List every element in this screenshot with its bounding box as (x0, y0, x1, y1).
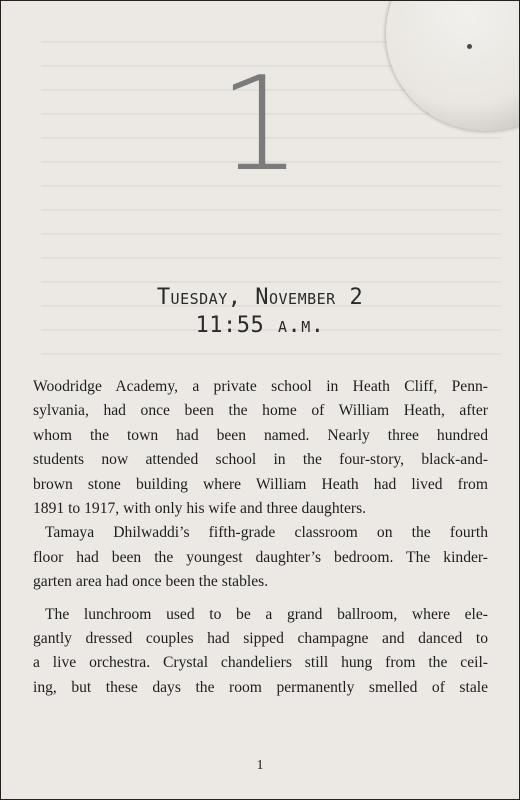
text-line: a live orchestra. Crystal chandeliers still hung from the ceil- (33, 654, 488, 672)
text-line: whom the town had been named. Nearly three hundred (33, 426, 488, 444)
text-line: ing, but these days the room permanently smelled of stale (33, 678, 488, 696)
paragraph (33, 521, 488, 594)
paragraph (33, 603, 488, 701)
body-text (33, 375, 488, 700)
text-line: brown stone building where William Heath had lived from (33, 475, 488, 493)
chapter-time: 11:55 a.m. (195, 313, 325, 338)
text-line: garten area had once been the stables. (33, 573, 269, 591)
text-line: Tamaya Dhilwaddi’s fifth-grade classroom on the fourth (45, 524, 488, 542)
chapter-number: 1 (218, 48, 302, 200)
chapter-date: Tuesday, November 2 (156, 285, 364, 310)
text-line: students now attended school in the four-story, black-and- (33, 451, 488, 469)
text-line: 1891 to 1917, with only his wife and three daughters. (33, 499, 367, 517)
text-line: The lunchroom used to be a grand ballroom, where ele- (45, 605, 488, 623)
paragraph (33, 375, 488, 521)
chapter-heading (1, 284, 519, 340)
page-number: 1 (256, 758, 264, 773)
text-line: Woodridge Academy, a private school in Heath Cliff, Penn- (33, 378, 488, 395)
text-line: gantly dressed couples had sipped champagne and danced to (33, 629, 488, 647)
circle-ornament-dot (467, 44, 472, 49)
text-line: floor had been the youngest daughter’s bedroom. The kinder- (33, 548, 488, 566)
text-line: sylvania, had once been the home of William Heath, after (33, 402, 488, 420)
